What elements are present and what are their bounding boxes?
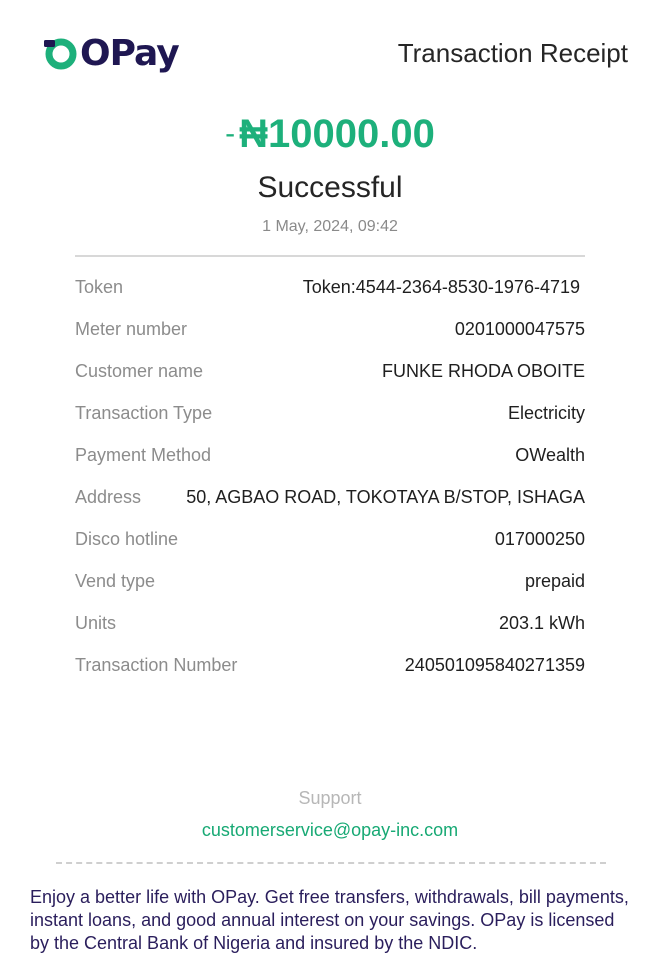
opay-logo-icon [44, 37, 78, 71]
detail-row-payment-method [75, 434, 585, 476]
detail-value: FUNKE RHODA OBOITE [381, 360, 585, 381]
detail-label: Token [75, 276, 124, 297]
detail-label: Transaction Type [75, 402, 213, 423]
detail-row-token [75, 266, 585, 308]
opay-logo [44, 30, 179, 78]
detail-label: Address [75, 486, 142, 507]
page-title: Transaction Receipt [397, 38, 628, 68]
support-label: Support [298, 788, 362, 808]
detail-value: Electricity [507, 402, 585, 423]
detail-row-units [75, 602, 585, 644]
detail-row-address [75, 476, 585, 518]
transaction-datetime: 1 May, 2024, 09:42 [262, 218, 398, 235]
amount-value: ₦10000.00 [239, 112, 435, 156]
detail-value: prepaid [524, 570, 585, 591]
dashed-divider [56, 862, 606, 864]
detail-row-vend-type [75, 560, 585, 602]
detail-value: 0201000047575 [454, 318, 585, 339]
detail-label: Customer name [75, 360, 204, 381]
detail-value: 50, AGBAO ROAD, TOKOTAYA B/STOP, ISHAGA [186, 486, 585, 507]
transaction-amount [0, 108, 660, 160]
detail-label: Transaction Number [75, 654, 238, 675]
transaction-details [75, 266, 585, 686]
detail-value[interactable]: Token:4544-2364-8530-1976-4719 [302, 276, 580, 297]
detail-value[interactable]: 017000250 [494, 528, 585, 549]
detail-row-meter-number [75, 308, 585, 350]
detail-label: Vend type [75, 570, 156, 591]
detail-row-transaction-number [75, 644, 585, 686]
detail-row-customer-name [75, 350, 585, 392]
support-email-link[interactable]: customerservice@opay-inc.com [201, 820, 459, 840]
amount-sign: - [225, 117, 236, 150]
transaction-status: Successful [257, 171, 403, 204]
divider [75, 255, 585, 257]
opay-logo-text: OPay [80, 33, 179, 74]
detail-value: OWealth [515, 444, 585, 465]
detail-value: 203.1 kWh [498, 612, 585, 633]
detail-label: Units [75, 612, 117, 633]
detail-label: Meter number [75, 318, 188, 339]
detail-value: 240501095840271359 [404, 654, 585, 675]
detail-label: Payment Method [75, 444, 212, 465]
detail-label: Disco hotline [75, 528, 179, 549]
receipt-header [0, 0, 660, 100]
detail-row-disco-hotline [75, 518, 585, 560]
footer-disclaimer: Enjoy a better life with OPay. Get free transfers, withdrawals, bill payments, instant loans, and good annual interest on your savings. OPay is licensed by the Central Bank of Nigeria and insured by the NDIC. [30, 887, 629, 953]
detail-row-transaction-type [75, 392, 585, 434]
